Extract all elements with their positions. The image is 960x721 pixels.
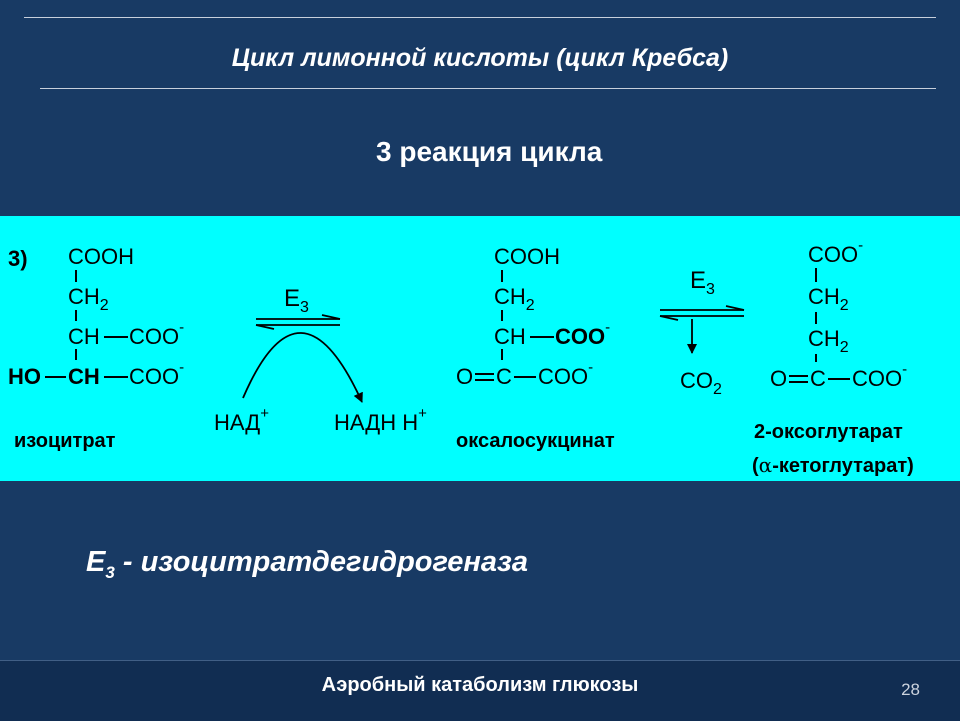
cofactor-nad: НАД+ [214,405,269,435]
oxoglutarate-coo-top: COO- [808,237,864,267]
co2-label: $CO_2$ [680,368,722,398]
oxoglutarate-c: C [810,366,826,391]
oxalosuccinate-coo-1: COO- [555,319,611,349]
isocitrate-ch2: $CH_2$ [68,284,109,314]
isocitrate-ho: HO [8,364,41,389]
arrow1-enzyme: $E_3$ [284,285,309,316]
oxalosuccinate-name: оксалосукцинат [456,430,615,452]
reaction-arrow-1 [214,285,427,435]
cofactor-nadh: НАДН Н+ [334,405,427,435]
cofactor-curve-arrow [243,333,362,402]
top-rule [24,17,936,18]
step-label: 3) [8,246,28,271]
isocitrate-coo-1: COO- [129,319,185,349]
oxalosuccinate-ch2: $CH_2$ [494,284,535,314]
reaction-panel [0,216,960,481]
reaction-arrow-2 [660,267,744,398]
isocitrate-coo-2: COO- [129,359,185,389]
oxoglutarate-alt-name: (α-кетоглутарат) [752,453,914,477]
title-rule [40,88,936,89]
slide-title: Цикл лимонной кислоты (цикл Кребса) [231,44,729,72]
oxalosuccinate-o: O [456,364,474,389]
reaction-scheme [0,216,960,481]
isocitrate-cooh: COOH [68,244,134,269]
oxoglutarate-ch2-b: $CH_2$ [808,326,849,356]
enzyme-name: - изоцитратдегидрогеназа [114,546,528,578]
isocitrate-ch: CH [68,324,100,349]
enzyme-subscript: 3 [105,563,115,582]
oxalosuccinate-ch: CH [494,324,526,349]
oxalosuccinate-structure [456,244,615,452]
isocitrate-structure [8,244,184,452]
oxoglutarate-coo-bottom: COO- [852,361,908,391]
oxoglutarate-o: O [770,366,788,391]
oxalosuccinate-c: C [496,364,512,389]
oxoglutarate-structure [752,237,914,477]
enzyme-description [86,546,528,582]
oxalosuccinate-cooh: COOH [494,244,560,269]
isocitrate-name: изоцитрат [14,430,116,452]
enzyme-symbol: E [86,546,106,578]
slide-subtitle: 3 реакция цикла [376,136,603,167]
oxoglutarate-name: 2-оксоглутарат [754,421,903,443]
slide-footer: Аэробный катаболизм глюкозы [321,674,639,696]
arrow2-enzyme: $E_3$ [690,267,715,298]
page-number: 28 [901,680,920,699]
oxoglutarate-ch2-a: $CH_2$ [808,284,849,314]
isocitrate-ch-oh: CH [68,364,100,389]
oxalosuccinate-coo-2: COO- [538,359,594,389]
